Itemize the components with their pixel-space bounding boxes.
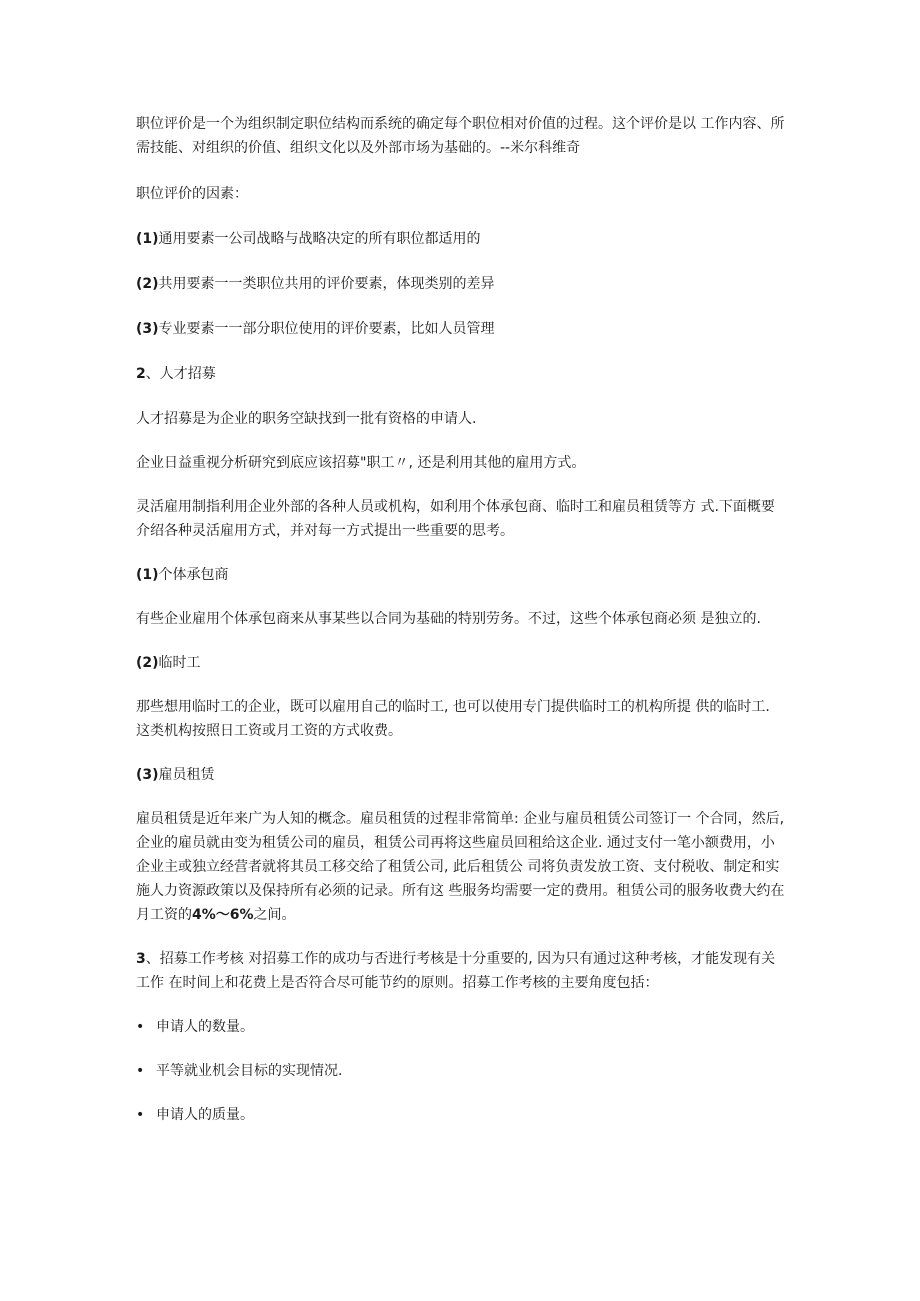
section-number: 2 bbox=[136, 366, 146, 382]
paragraph-recruitment-definition: 人才招募是为企业的职务空缺找到一批有资格的申请人. bbox=[136, 411, 477, 427]
bullet-icon: • bbox=[136, 1019, 145, 1035]
section-text: 、招募工作考核 对招募工作的成功与否进行考核是十分重要的, 因为只有通过这种考核，才能发现有关工作 在时间上和花费上是否符合尽可能节约的原则。招募工作考核的主要角度包括： bbox=[136, 951, 776, 991]
factor-text: 专业要素一一部分职位使用的评价要素，比如人员管理 bbox=[158, 321, 495, 337]
document-body bbox=[136, 112, 786, 1127]
section-number: 3 bbox=[136, 951, 146, 967]
paragraph-hiring-trend: 企业日益重视分析研究到底应该招募"职工〃, 还是利用其他的雇用方式。 bbox=[136, 455, 586, 471]
subheading-number: (3) bbox=[136, 767, 159, 783]
factor-text: 共用要素一一类职位共用的评价要素，体现类别的差异 bbox=[158, 276, 495, 292]
fee-range: 4%～6% bbox=[192, 907, 254, 923]
factor-item-3 bbox=[136, 317, 786, 341]
section-recruitment-evaluation bbox=[136, 947, 786, 995]
paragraph-job-evaluation-definition: 职位评价是一个为组织制定职位结构而系统的确定每个职位相对价值的过程。这个评价是以 工作内容、所需技能、对组织的价值、组织文化以及外部市场为基础的。--米尔科维奇 bbox=[136, 116, 785, 156]
bullet-icon: • bbox=[136, 1107, 145, 1123]
paragraph-flexible-employment: 灵活雇用制指利用企业外部的各种人员或机构，如利用个体承包商、临时工和雇员租赁等方 式.下面概要介绍各种灵活雇用方式，并对每一方式提出一些重要的思考。 bbox=[136, 499, 775, 539]
paragraph-temp-workers: 那些想用临时工的企业，既可以雇用自己的临时工, 也可以使用专门提供临时工的机构所提 供的临时工. 这类机构按照日工资或月工资的方式收费。 bbox=[136, 699, 770, 739]
subheading-employee-leasing bbox=[136, 763, 786, 787]
factor-item-2 bbox=[136, 272, 786, 296]
bullet-icon: • bbox=[136, 1063, 145, 1079]
paragraph-employee-leasing bbox=[136, 807, 786, 927]
factor-text: 通用要素一公司战略与战略决定的所有职位都适用的 bbox=[158, 231, 481, 247]
list-item bbox=[136, 1059, 786, 1083]
list-item-text: 申请人的质量。 bbox=[156, 1107, 254, 1123]
subheading-title: 雇员租赁 bbox=[158, 767, 215, 783]
subheading-title: 临时工 bbox=[158, 655, 201, 671]
factor-item-1 bbox=[136, 227, 786, 251]
leasing-text: 雇员租赁是近年来广为人知的概念。雇员租赁的过程非常简单: 企业与雇员租赁公司签订一 个合同，然后, 企业的雇员就由变为租赁公司的雇员，租赁公司再将这些雇员回租给这企业. 通过支付一笔小额费用，小企业主或独立经营者就将其员工移交给了租赁公司, 此后租赁公 司将负责发放工资、支付税收、制定和实施人力资源政策以及保持所有必须的记录。所有这 些服务均需要一定的费用。租赁公司的服务收费大约在月工资的 bbox=[136, 811, 785, 923]
paragraph-evaluation-factors-heading: 职位评价的因素： bbox=[136, 186, 248, 202]
subheading-temp-workers bbox=[136, 651, 786, 675]
factor-number: (1) bbox=[136, 231, 159, 247]
subheading-number: (2) bbox=[136, 655, 159, 671]
subheading-contractor bbox=[136, 563, 786, 587]
section-heading-recruitment bbox=[136, 362, 786, 386]
list-item bbox=[136, 1103, 786, 1127]
subheading-number: (1) bbox=[136, 567, 159, 583]
factor-number: (3) bbox=[136, 321, 159, 337]
subheading-title: 个体承包商 bbox=[158, 567, 229, 583]
list-item-text: 平等就业机会目标的实现情况. bbox=[156, 1063, 343, 1079]
paragraph-contractor: 有些企业雇用个体承包商来从事某些以合同为基础的特别劳务。不过，这些个体承包商必须 是独立的. bbox=[136, 611, 761, 627]
leasing-text-end: 之间。 bbox=[253, 907, 296, 923]
section-title: 、人才招募 bbox=[145, 366, 216, 382]
factor-number: (2) bbox=[136, 276, 159, 292]
list-item-text: 申请人的数量。 bbox=[156, 1019, 254, 1035]
list-item bbox=[136, 1015, 786, 1039]
